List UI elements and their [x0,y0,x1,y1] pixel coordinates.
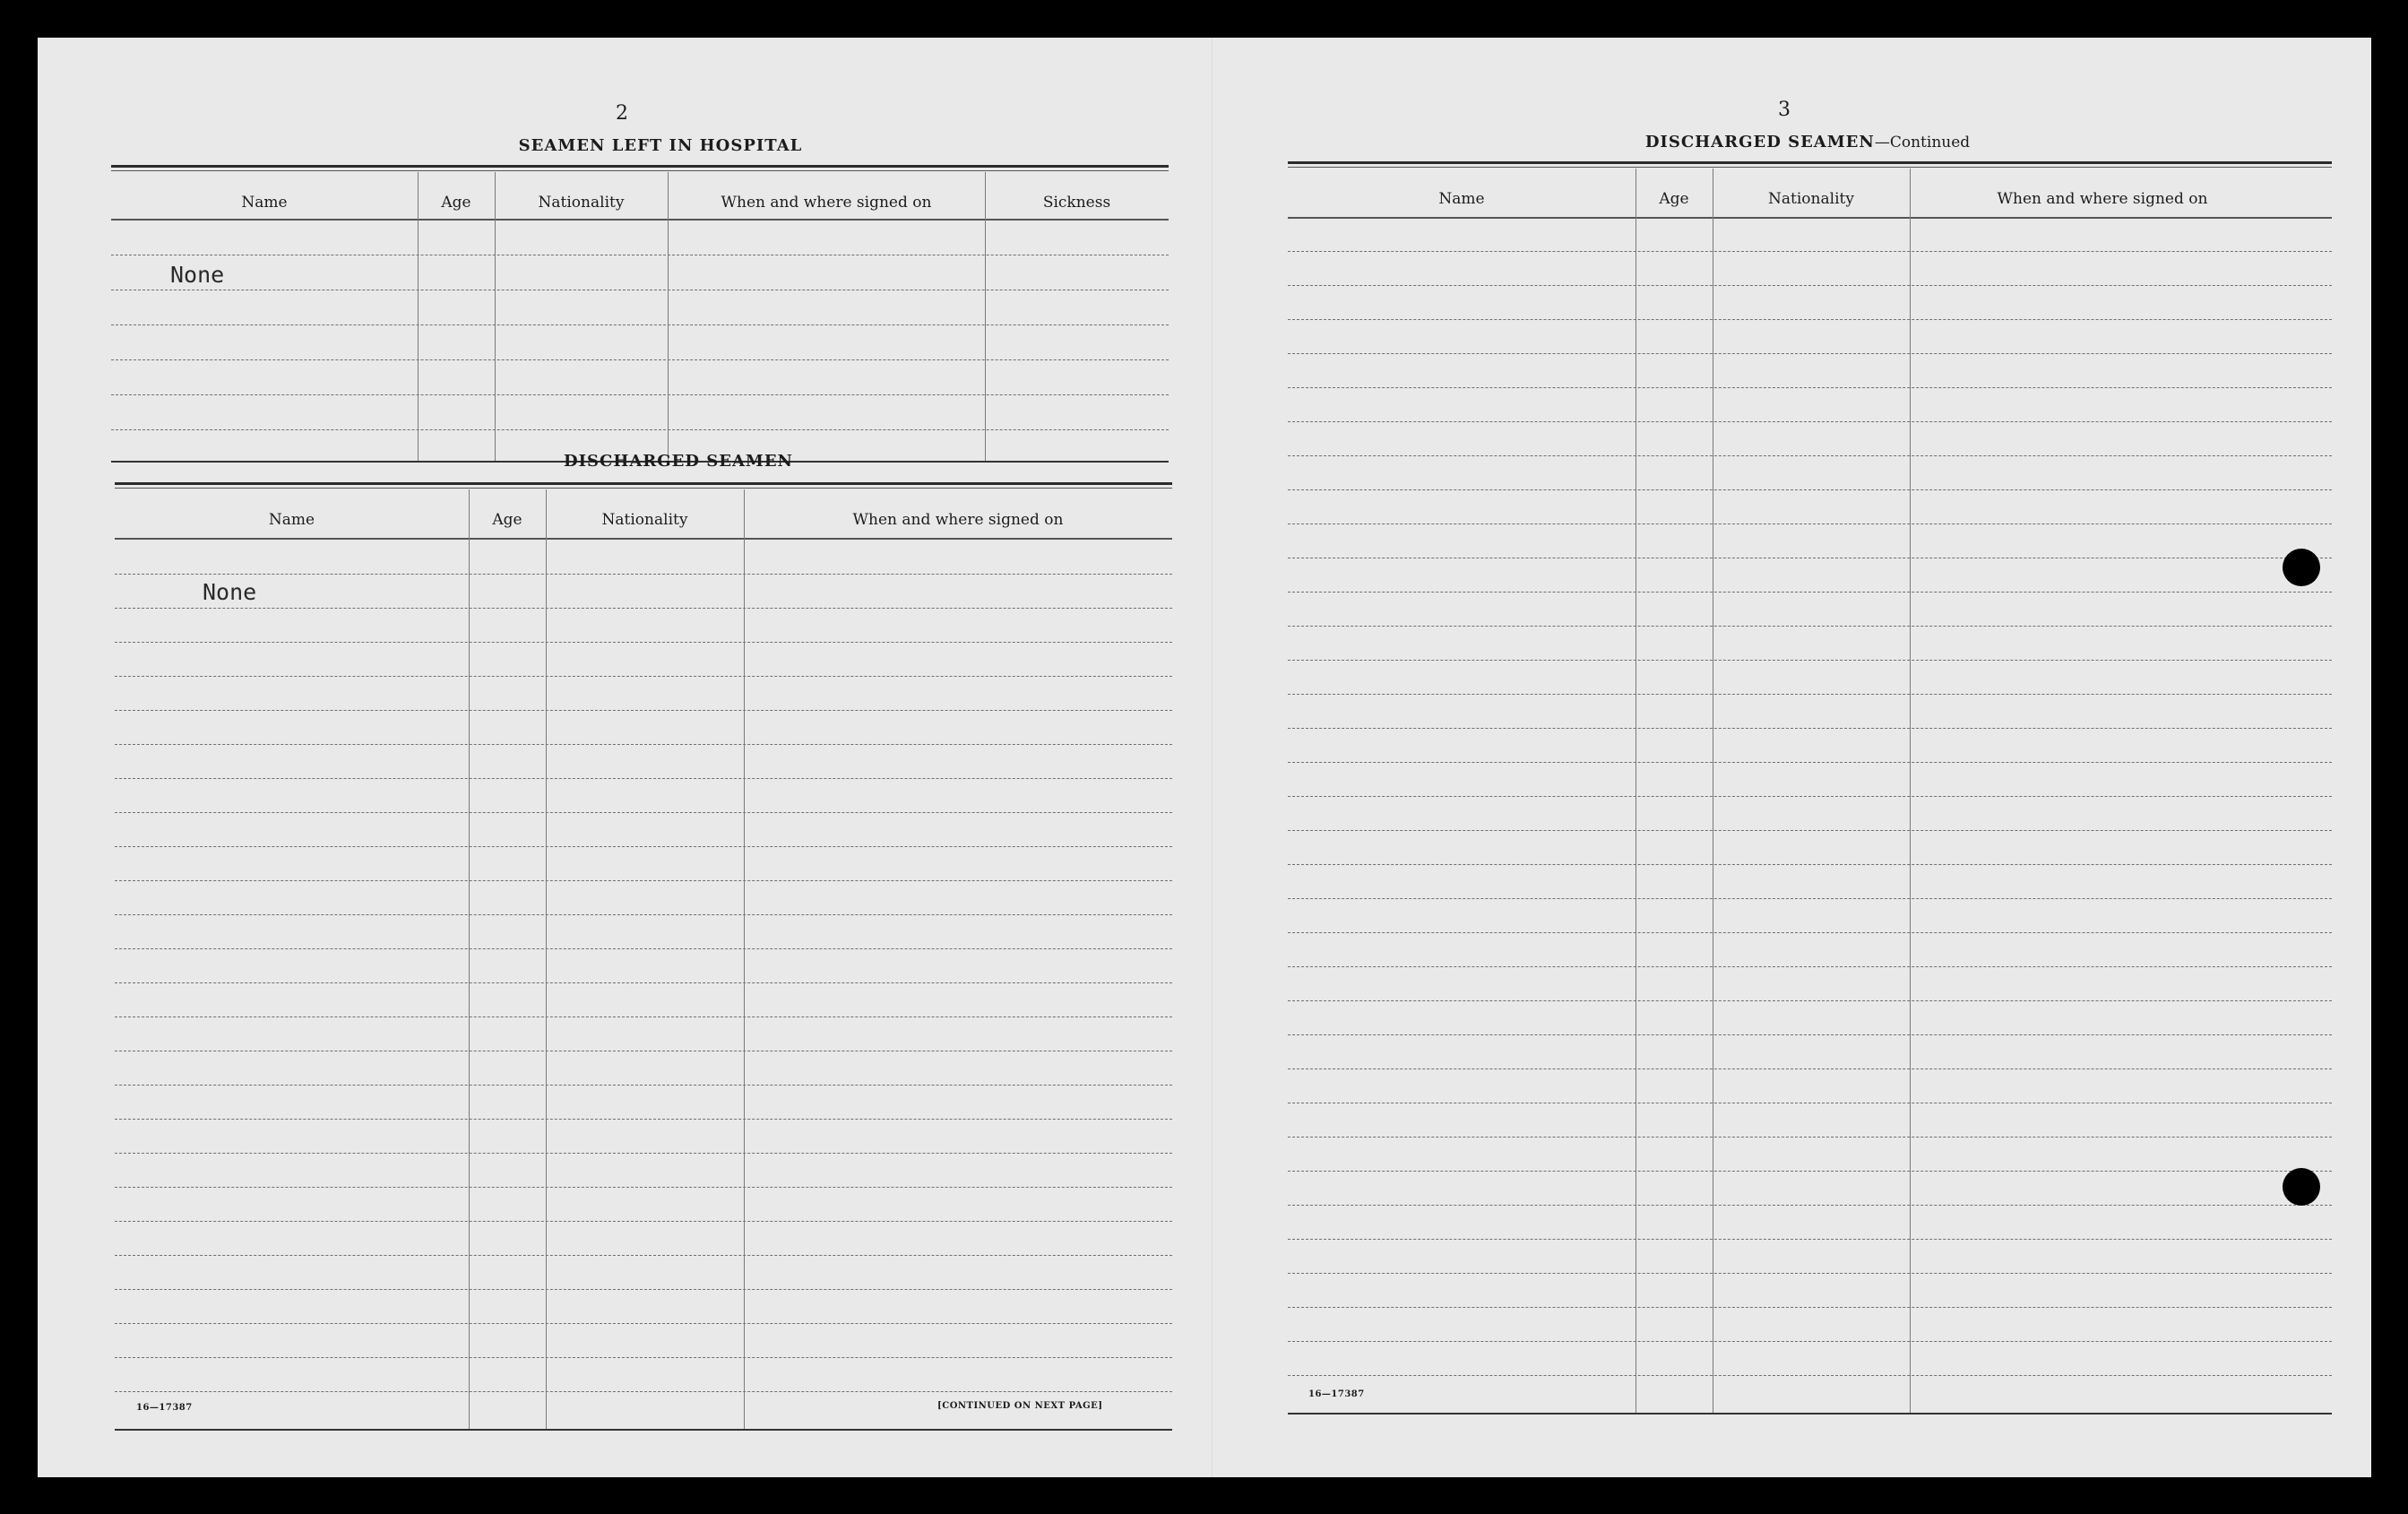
table-bottom-rule [1288,1413,2332,1415]
table-row-line [115,1085,1172,1086]
table-row-line [1288,1000,2332,1001]
table-row-line [1288,966,2332,967]
page-fold [1212,38,1213,1477]
table-row-line [1288,592,2332,593]
table-row-line [115,1221,1172,1222]
page-number-right: 3 [1778,99,1791,121]
table-row-line [115,812,1172,813]
table-row-line [115,608,1172,609]
table-row-line [111,429,1169,430]
discharged-continued-title-main: DISCHARGED SEAMEN [1644,133,1875,151]
table-row-line [1288,1034,2332,1035]
hospital-table [111,165,1169,470]
table-row-line [115,914,1172,915]
column-header-signed-on: When and where signed on [721,194,932,212]
table-row-line [1288,1307,2332,1308]
discharged-table [115,482,1172,1432]
column-header-name: Name [268,511,315,529]
column-divider [668,172,669,461]
table-row-line [1288,796,2332,797]
table-row-line [115,642,1172,643]
table-row-line [1288,421,2332,422]
table-row-line [115,574,1172,575]
discharged-continued-title [1606,133,2009,151]
hospital-section-title: SEAMEN LEFT IN HOSPITAL [518,136,803,155]
table-row-line [1288,1375,2332,1376]
page-number-left: 2 [616,102,628,125]
table-row-line [115,1255,1172,1256]
table-row-line [115,1323,1172,1324]
table-row-line [1288,285,2332,286]
column-header-nationality: Nationality [1768,190,1854,208]
table-row-line [115,1357,1172,1358]
document-sheet [38,38,2371,1477]
table-row-line [115,676,1172,677]
table-row-line [1288,660,2332,661]
column-header-signed-on: When and where signed on [852,511,1064,529]
continued-note: [CONTINUED ON NEXT PAGE] [937,1401,1103,1411]
header-rule [111,219,1169,221]
column-divider [985,172,986,461]
table-top-rule [111,165,1169,171]
table-row-line [1288,1205,2332,1206]
header-rule [115,538,1172,540]
table-row-line [1288,762,2332,763]
table-row-line [115,1119,1172,1120]
form-number-right: 16—17387 [1308,1389,1365,1399]
table-row-line [1288,830,2332,831]
column-divider [469,489,470,1429]
table-row-line [115,880,1172,881]
table-row-line [1288,251,2332,252]
table-row-line [115,1391,1172,1392]
column-header-name: Name [241,194,288,212]
column-header-age: Age [441,194,471,212]
table-row-line [1288,387,2332,388]
table-row-line [115,948,1172,949]
table-row-line [115,778,1172,779]
punch-hole [2283,549,2320,586]
table-row-line [1288,932,2332,933]
table-row-line [1288,353,2332,354]
table-row-line [1288,1068,2332,1069]
column-divider [418,172,419,461]
punch-hole [2283,1168,2320,1206]
table-row-line [1288,1273,2332,1274]
column-header-age: Age [492,511,522,529]
table-row-line [111,394,1169,395]
table-bottom-rule [115,1429,1172,1431]
table-row-line [1288,1239,2332,1240]
table-row-line [115,744,1172,745]
table-row-line [115,710,1172,711]
table-row-line [1288,523,2332,524]
column-header-age: Age [1659,190,1689,208]
column-header-signed-on: When and where signed on [1997,190,2208,208]
column-header-nationality: Nationality [538,194,625,212]
discharged-continued-suffix: —Continued [1874,134,1971,151]
table-row-line [115,846,1172,847]
table-row-line [115,982,1172,983]
table-row-line [1288,489,2332,490]
table-row-line [1288,455,2332,456]
table-row-line [1288,626,2332,627]
table-row-line [1288,694,2332,695]
column-divider [1910,169,1911,1413]
table-row-line [115,1187,1172,1188]
table-top-rule [1288,161,2332,168]
discharged-section-title: DISCHARGED SEAMEN [563,452,794,471]
discharged-continued-table [1288,161,2332,1423]
table-row-line [111,324,1169,325]
table-row-line [115,1153,1172,1154]
column-divider [495,172,496,461]
table-row-line [111,359,1169,360]
column-divider [744,489,745,1429]
form-number-left: 16—17387 [136,1403,193,1413]
table-row-line [115,1289,1172,1290]
table-row-line [1288,728,2332,729]
column-header-nationality: Nationality [601,511,688,529]
table-row-line [1288,864,2332,865]
table-row-line [1288,319,2332,320]
table-row-line [1288,1341,2332,1342]
discharged-entry-text: None [203,579,257,605]
table-top-rule [115,482,1172,489]
column-header-sickness: Sickness [1042,194,1111,212]
table-row-line [1288,1171,2332,1172]
column-divider [546,489,547,1429]
table-row-line [1288,1137,2332,1138]
table-row-line [1288,898,2332,899]
header-rule [1288,217,2332,219]
column-header-name: Name [1438,190,1485,208]
hospital-entry-text: None [170,262,225,288]
